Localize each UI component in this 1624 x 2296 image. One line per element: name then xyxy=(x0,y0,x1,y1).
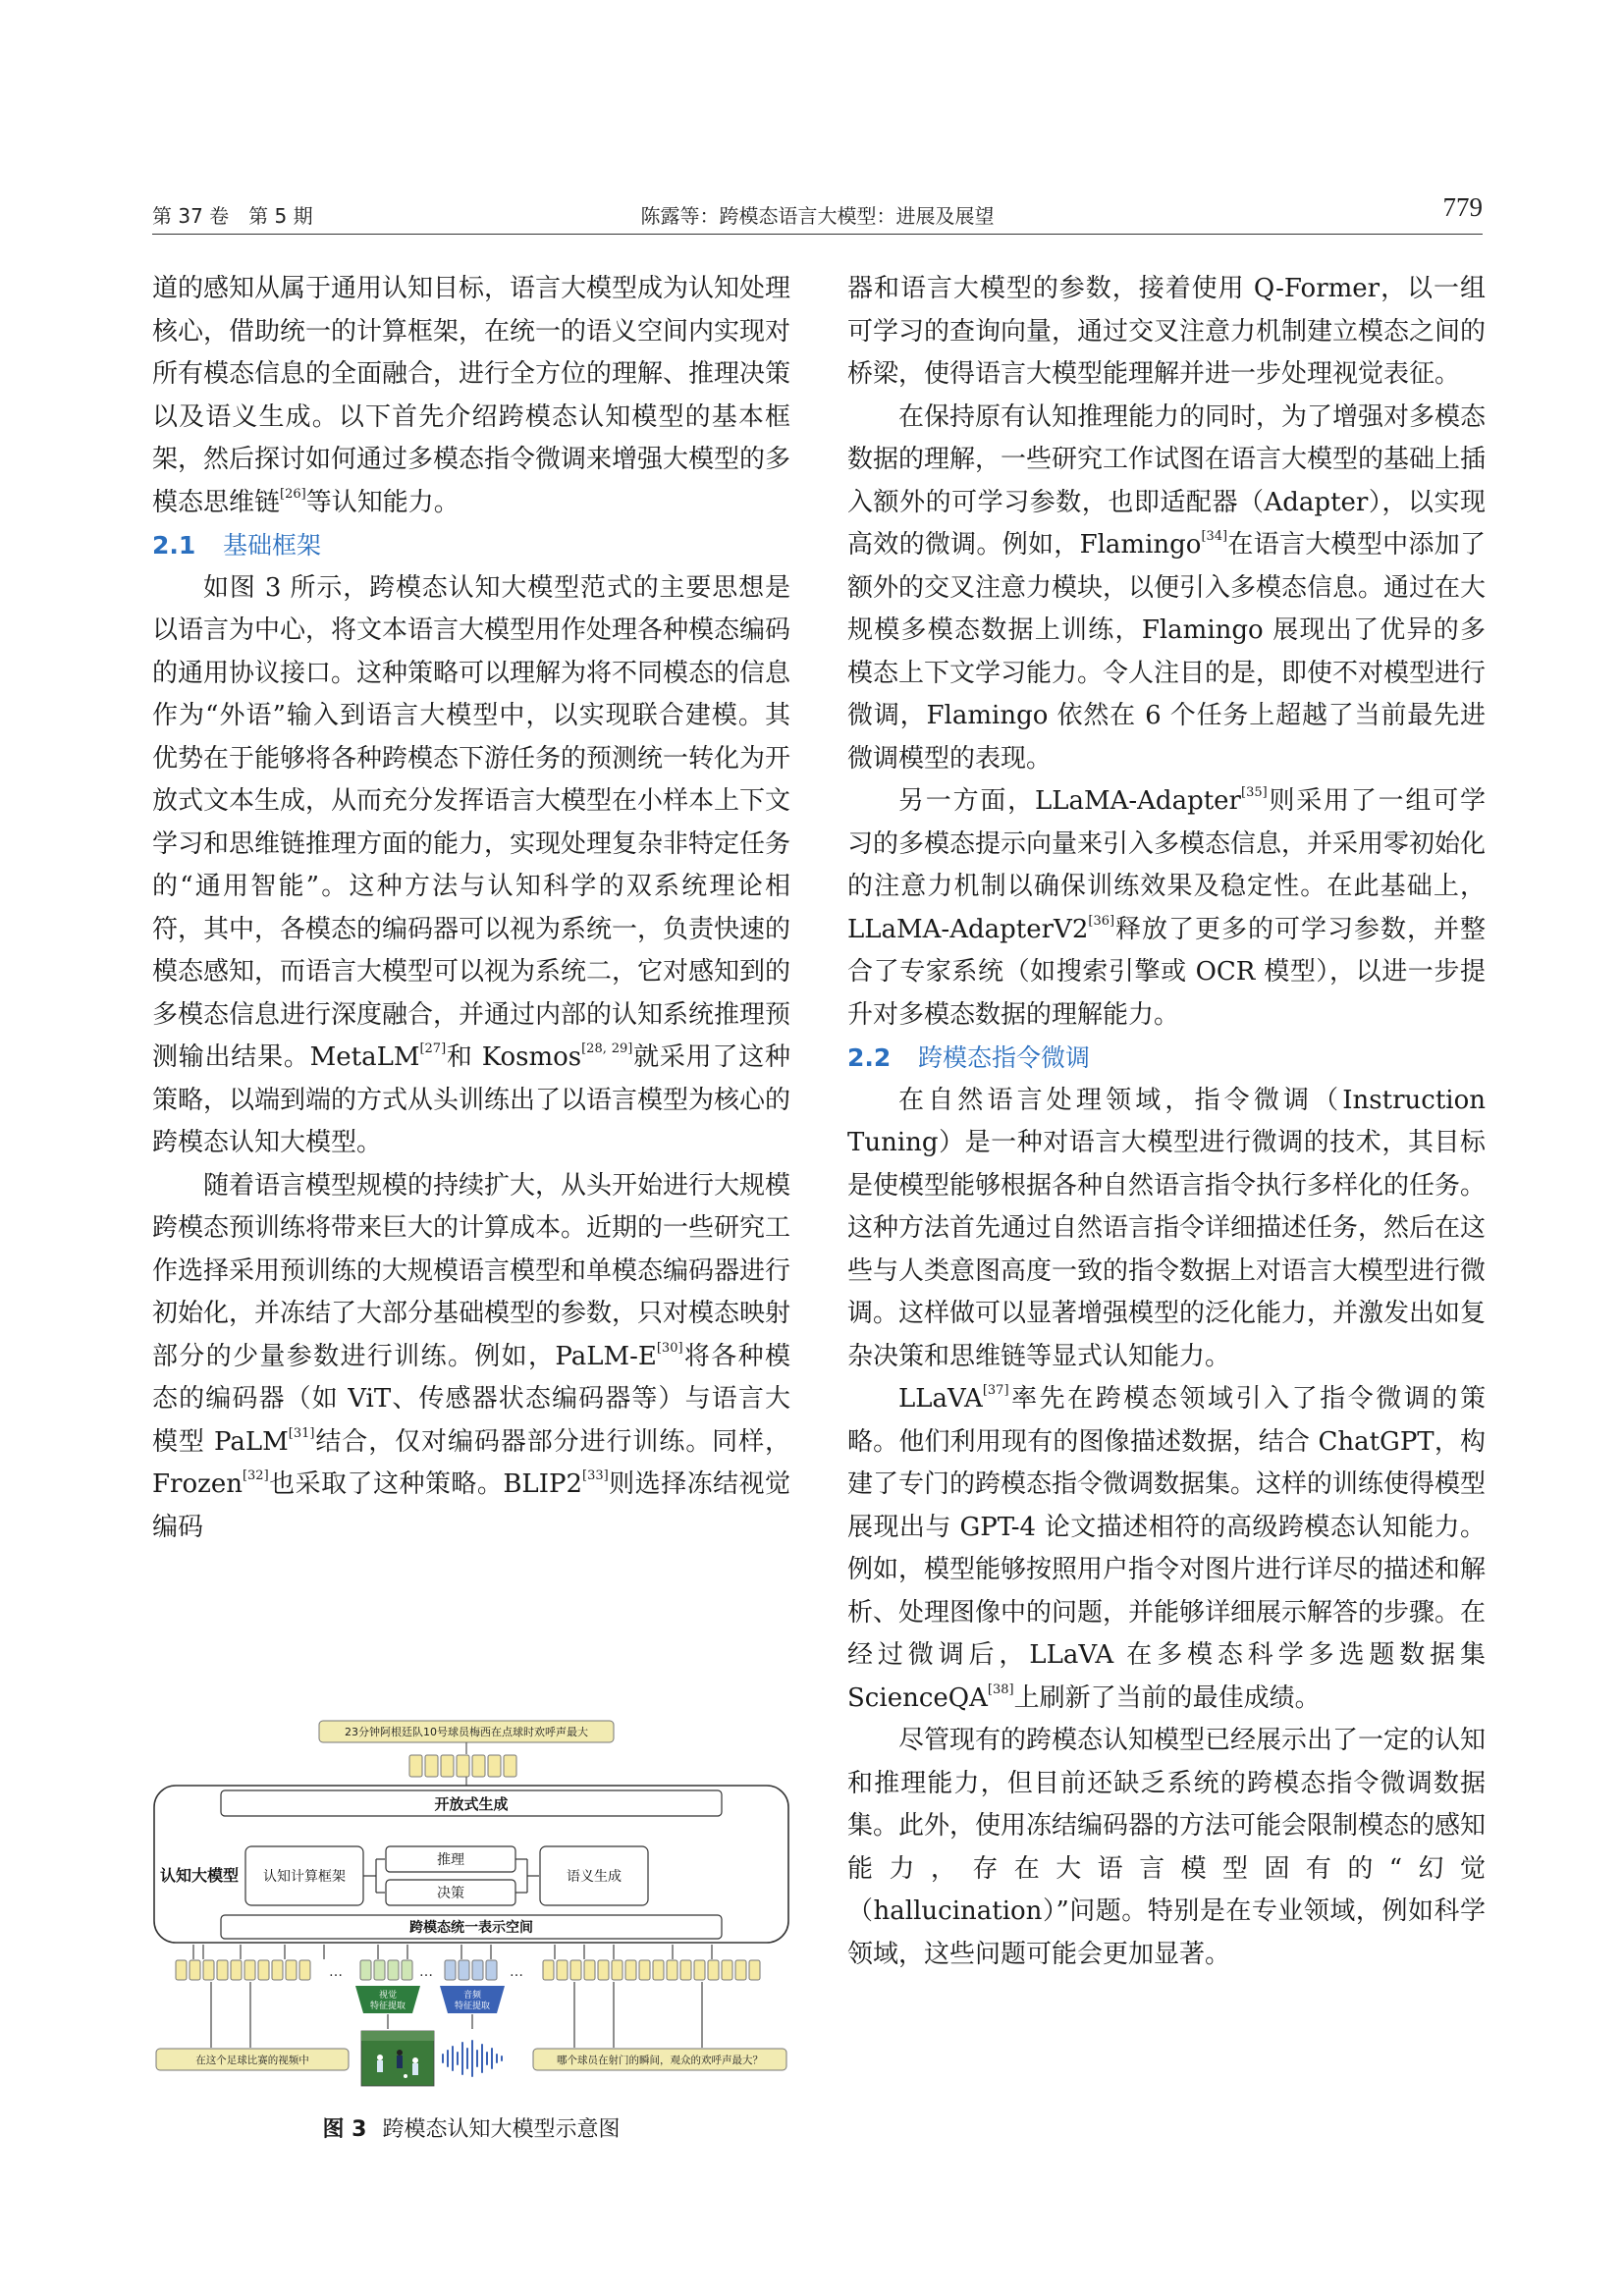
paragraph: 在保持原有认知推理能力的同时，为了增强对多模态数据的理解，一些研究工作试图在语言大模型的基础上插入额外的可学习参数，也即适配器（Adapter），以实现高效的微调。例如，Flamingo[34]在语言大模型中添加了额外的交叉注意力模块，以便引入多模态信息。通过在大规模多模态数据上训练，Flamingo 展现出了优异的多模态上下文学习能力。令人注目的是，即使不对模型进行微调，Flamingo 依然在 6 个任务上超越了当前最先进微调模型的表现。 xyxy=(847,401,1487,774)
citation[interactable]: [26] xyxy=(280,486,306,502)
decision-label: 决策 xyxy=(437,1886,464,1901)
citation[interactable]: [33] xyxy=(582,1468,609,1483)
visual-feature-label-1: 视觉 xyxy=(378,1991,398,2001)
ellipsis: … xyxy=(510,1964,523,1980)
ellipsis: … xyxy=(329,1964,343,1980)
paragraph: 如图 3 所示，跨模态认知大模型范式的主要思想是以语言为中心，将文本语言大模型用作处理各种模态编码的通用协议接口。这种策略可以理解为将不同模态的信息作为“外语”输入到语言大模型中，以实现联合建模。其优势在于能够将各种跨模态下游任务的预测统一转化为开放式文本生成，从而充分发挥语言大模型在小样本上下文学习和思维链推理方面的能力，实现处理复杂非特定任务的“通用智能”。这种方法与认知科学的双系统理论相符，其中，各模态的编码器可以视为系统一，负责快速的模态感知，而语言大模型可以视为系统二，它对感知到的多模态信息进行深度融合，并通过内部的认知系统推理预测输出结果。MetaLM[27]和 Kosmos[28, 29]就采用了这种策略，以端到端的方式从头训练出了以语言模型为核心的跨模态认知大模型。 xyxy=(152,572,791,1157)
right-column xyxy=(847,268,1486,1976)
ellipsis: … xyxy=(419,1964,433,1980)
figure-3-diagram xyxy=(152,1719,790,2096)
figure-caption-text: 跨模态认知大模型示意图 xyxy=(382,2117,621,2142)
output-tokens xyxy=(409,1755,516,1777)
paragraph: 在自然语言处理领域，指令微调（Instruction Tuning）是一种对语言大模型进行微调的技术，其目标是使模型能够根据各种自然语言指令执行多样化的任务。这种方法首先通过自然语言指令详细描述任务，然后在这些与人类意图高度一致的指令数据上对语言大模型进行微调。这样做可以显著增强模型的泛化能力，并激发出如复杂决策和思维链等显式认知能力。 xyxy=(847,1085,1487,1371)
cognitive-framework-label: 认知计算框架 xyxy=(263,1869,346,1885)
left-column xyxy=(152,268,790,1549)
input-text-left: 在这个足球比赛的视频中 xyxy=(195,2055,309,2066)
section-heading-2-2: 2.2 跨模态指令微调 xyxy=(847,1043,1091,1072)
section-heading-2-1: 2.1 基础框架 xyxy=(152,531,322,560)
audio-tokens xyxy=(445,1960,497,1980)
citation[interactable]: [34] xyxy=(1201,529,1228,544)
output-text: 23分钟阿根廷队10号球员梅西在点球时欢呼声最大 xyxy=(345,1726,588,1738)
journal-volume-issue: 第 37 卷 第 5 期 xyxy=(152,204,313,228)
paragraph: 随着语言模型规模的持续扩大，从头开始进行大规模跨模态预训练将带来巨大的计算成本。近期的一些研究工作选择采用预训练的大规模语言模型和单模态编码器进行初始化，并冻结了大部分基础模型的参数，只对模态映射部分的少量参数进行训练。例如，PaLM-E[30]将各种模态的编码器（如 ViT、传感器状态编码器等）与语言大模型 PaLM[31]结合，仅对编码器部分进行训练。同样，Frozen[32]也采取了这种策略。BLIP2[33]则选择冻结视觉编码 xyxy=(152,1170,791,1542)
citation[interactable]: [37] xyxy=(982,1383,1009,1398)
article-running-title: 陈露等：跨模态语言大模型：进展及展望 xyxy=(640,204,995,228)
running-header xyxy=(152,192,1483,232)
reasoning-label: 推理 xyxy=(437,1852,464,1868)
figure-caption xyxy=(152,2112,790,2143)
cognitive-model-label: 认知大模型 xyxy=(159,1866,240,1885)
citation[interactable]: [35] xyxy=(1241,785,1268,800)
input-text-right: 哪个球员在射门的瞬间，观众的欢呼声最大？ xyxy=(557,2055,763,2066)
citation[interactable]: [31] xyxy=(288,1425,315,1441)
figure-number: 图 3 xyxy=(322,2117,367,2142)
visual-feature-label-2: 特征提取 xyxy=(369,2002,406,2011)
paragraph: 另一方面，LLaMA-Adapter[35]则采用了一组可学习的多模态提示向量来引入多模态信息，并采用零初始化的注意力机制以确保训练效果及稳定性。在此基础上，LLaMA-AdapterV2[36]释放了更多的可学习参数，并整合了专家系统（如搜索引擎或 OCR 模型），以进一步提升对多模态数据的理解能力。 xyxy=(847,785,1487,1030)
unified-space-label: 跨模态统一表示空间 xyxy=(409,1920,533,1936)
citation[interactable]: [30] xyxy=(656,1340,683,1356)
visual-tokens xyxy=(360,1960,412,1980)
header-rule xyxy=(152,234,1483,235)
audio-feature-label-2: 特征提取 xyxy=(454,2002,491,2011)
paragraph: 道的感知从属于通用认知目标，语言大模型成为认知处理核心，借助统一的计算框架，在统一的语义空间内实现对所有模态信息的全面融合，进行全方位的理解、推理决策以及语义生成。以下首先介绍跨模态认知模型的基本框架，然后探讨如何通过多模态指令微调来增强大模型的多模态思维链[26]等认知能力。 xyxy=(152,274,791,517)
paragraph: 尽管现有的跨模态认知模型已经展示出了一定的认知和推理能力，但目前还缺乏系统的跨模态指令微调数据集。此外，使用冻结编码器的方法可能会限制模态的感知能力，存在大语言模型固有的“幻觉（hallucination）”问题。特别是在专业领域，例如科学领域，这些问题可能会更加显著。 xyxy=(847,1726,1487,1969)
citation[interactable]: [38] xyxy=(987,1682,1014,1697)
paragraph: LLaVA[37]率先在跨模态领域引入了指令微调的策略。他们利用现有的图像描述数据，结合 ChatGPT，构建了专门的跨模态指令微调数据集。这样的训练使得模型展现出与 GPT-4 论文描述相符的高级跨模态认知能力。例如，模型能够按照用户指令对图片进行详尽的描述和解析、处理图像中的问题，并能够详细展示解答的步骤。在经过微调后，LLaVA 在多模态科学多选题数据集 ScienceQA[38]上刷新了当前的最佳成绩。 xyxy=(847,1383,1487,1713)
paragraph: 器和语言大模型的参数，接着使用 Q-Former，以一组可学习的查询向量，通过交叉注意力机制建立模态之间的桥梁，使得语言大模型能理解并进一步处理视觉表征。 xyxy=(847,274,1487,389)
right-text-tokens xyxy=(543,1960,760,1980)
audio-waveform-image xyxy=(443,2041,502,2076)
citation[interactable]: [27] xyxy=(419,1041,447,1056)
citation[interactable]: [32] xyxy=(242,1468,269,1483)
audio-feature-label-1: 音频 xyxy=(462,1991,482,2001)
input-arrows xyxy=(193,1945,712,1959)
left-text-tokens xyxy=(176,1960,310,1980)
page-number: 779 xyxy=(1442,192,1483,222)
citation[interactable]: [36] xyxy=(1088,913,1115,929)
semantic-generation-label: 语义生成 xyxy=(567,1869,622,1885)
open-generation-label: 开放式生成 xyxy=(434,1795,509,1813)
figure-3 xyxy=(152,1719,790,2096)
citation[interactable]: [28, 29] xyxy=(581,1041,633,1056)
video-frame-image xyxy=(361,2031,434,2086)
